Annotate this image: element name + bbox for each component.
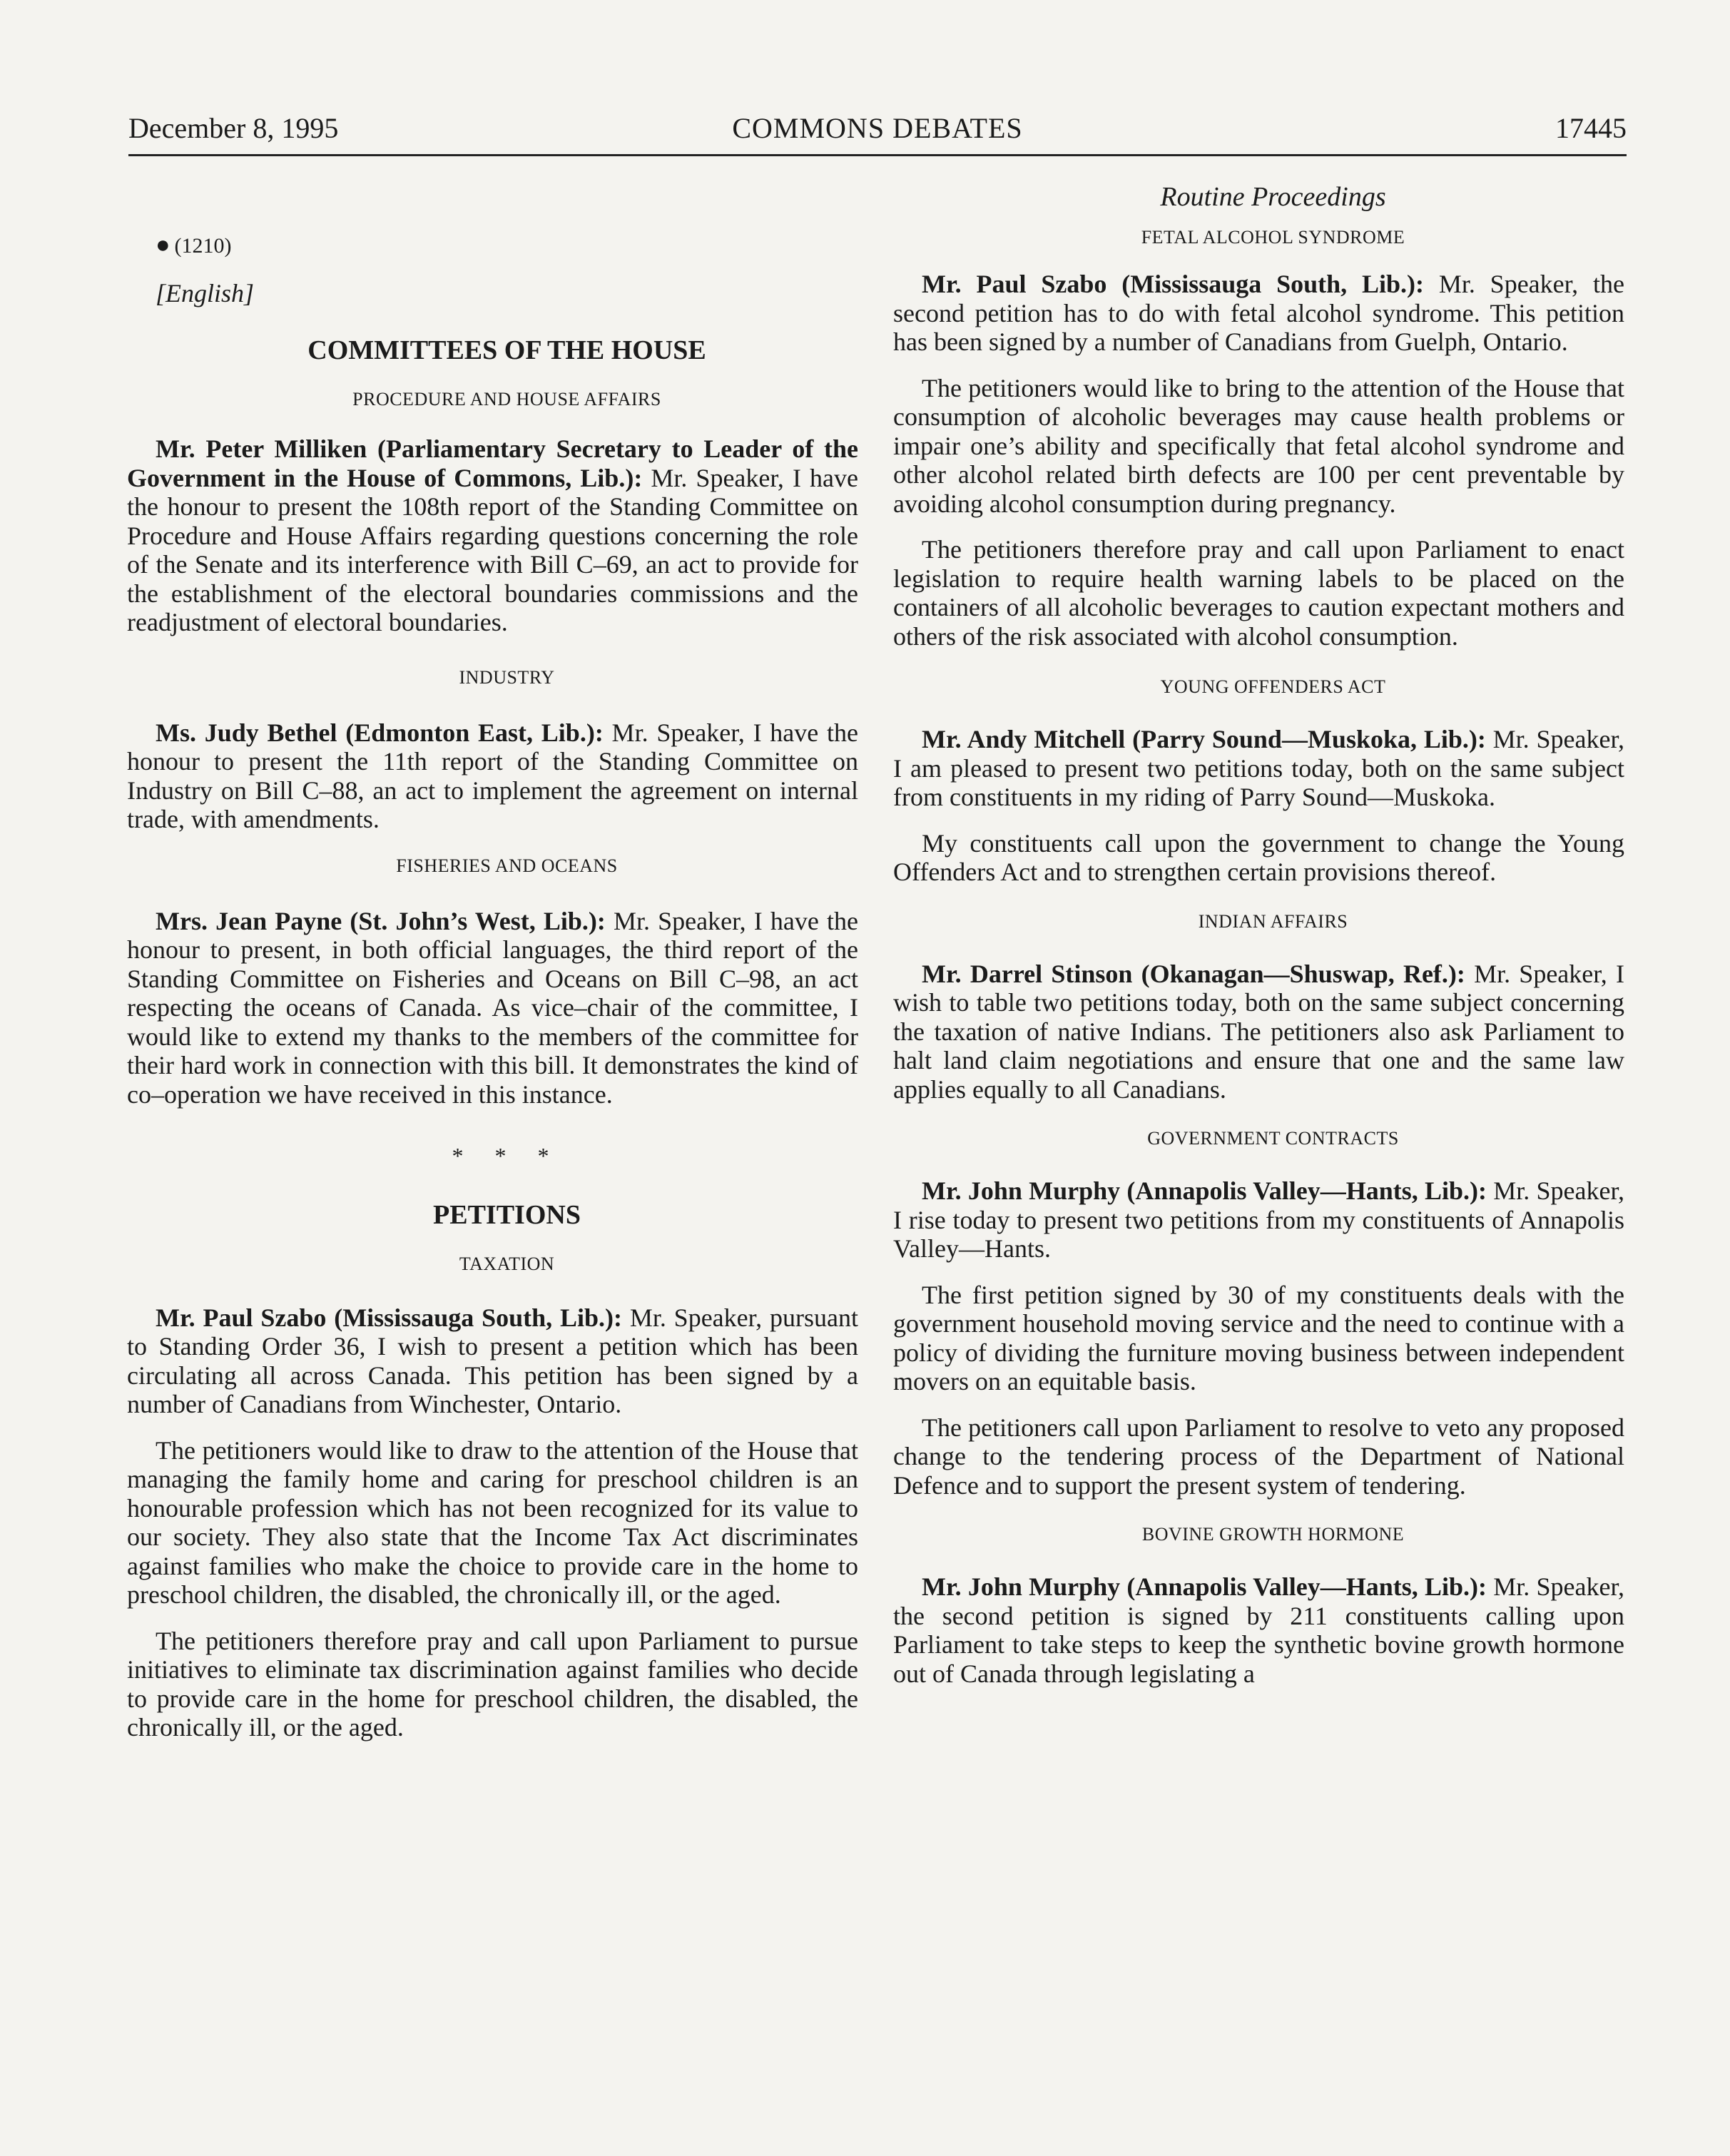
paragraph-payne [127, 907, 858, 1109]
paragraph-murphy-contracts [893, 1176, 1624, 1263]
speaker-name: Mr. Paul Szabo (Mississauga South, Lib.): [922, 270, 1424, 298]
speaker-name: Mr. John Murphy (Annapolis Valley—Hants, Lib.): [922, 1176, 1487, 1205]
subheading-bovine-growth-hormone: BOVINE GROWTH HORMONE [1141, 1524, 1405, 1545]
header-rule [128, 154, 1627, 156]
speaker-name: Mr. Darrel Stinson (Okanagan—Shuswap, Ref.): [922, 959, 1465, 988]
language-marker: [English] [156, 279, 255, 307]
paragraph-mitchell [893, 725, 1624, 812]
subheading-taxation: TAXATION [459, 1253, 555, 1274]
paragraph-szabo-fetal [893, 270, 1624, 357]
left-column [127, 178, 858, 1742]
paragraph-petitioners-labels: The petitioners therefore pray and call upon Parliament to enact legislation to require health warning labels to be placed on the containers of all alcoholic beverages to caution expectant mothers and others of the risk associated with alcohol consumption. [893, 535, 1624, 651]
subheading-government-contracts: GOVERNMENT CONTRACTS [1147, 1128, 1399, 1149]
paragraph-text: Mr. Speaker, pursuant to Standing Order 36, I wish to present a petition which has been circulating all across Canada. This petition has been signed by a number of Canadians from Winchester, Ontario. [127, 1303, 858, 1418]
paragraph-szabo-taxation [127, 1303, 858, 1419]
paragraph-text: Mr. Speaker, the second petition is signed by 211 constituents calling upon Parliament to take steps to keep the synthetic bovine growth hormone out of Canada through legislating a [893, 1572, 1624, 1688]
subheading-young-offenders: YOUNG OFFENDERS ACT [1160, 676, 1386, 697]
speaker-name: Mr. Peter Milliken (Parliamentary Secretary to Leader of the Government in the House of Commons, Lib.): [127, 434, 858, 492]
paragraph-text: Mr. Speaker, the second petition has to do with fetal alcohol syndrome. This petition has been signed by a number of Canadians from Guelph, Ontario. [893, 270, 1624, 356]
speaker-name: Mrs. Jean Payne (St. John’s West, Lib.): [156, 906, 606, 935]
speaker-name: Mr. John Murphy (Annapolis Valley—Hants, Lib.): [922, 1572, 1487, 1601]
paragraph-text: Mr. Speaker, I am pleased to present two petitions today, both on the same subject from constituents in my riding of Parry Sound—Muskoka. [893, 725, 1624, 811]
right-column [893, 178, 1624, 1688]
speaker-name: Mr. Paul Szabo (Mississauga South, Lib.): [156, 1303, 622, 1332]
running-header [128, 107, 1627, 150]
section-heading-petitions: PETITIONS [433, 1199, 581, 1230]
paragraph-petitioners-pray-tax: The petitioners therefore pray and call upon Parliament to pursue initiatives to eliminate tax discrimination against families who decide to provide care in the home for preschool children, the disabled, the chronically ill, or the aged. [127, 1626, 858, 1741]
timestamp [127, 233, 858, 259]
paragraph-text: Mr. Speaker, I have the honour to present the 11th report of the Standing Committee on Industry on Bill C–88, an act to implement the agreement on internal trade, with amendments. [127, 718, 858, 833]
subheading-procedure: PROCEDURE AND HOUSE AFFAIRS [352, 389, 661, 410]
speaker-name: Mr. Andy Mitchell (Parry Sound—Muskoka, Lib.): [922, 725, 1486, 753]
paragraph-petitioners-tendering: The petitioners call upon Parliament to resolve to veto any proposed change to the tendering process of the Department of National Defence and to support the present system of tendering. [893, 1413, 1624, 1500]
paragraph-stinson [893, 960, 1624, 1104]
paragraph-petitioners-family: The petitioners would like to draw to the attention of the House that managing the family home and caring for preschool children is an honourable profession which has not been recognized for its value to our society. They also state that the Income Tax Act discriminates against families who make the choice to provide care in the home to preschool children, the disabled, the chronically ill, or the aged. [127, 1435, 858, 1609]
paragraph-text: Mr. Speaker, I rise today to present two petitions from my constituents of Annapolis Valley—Hants. [893, 1176, 1624, 1263]
bullet-icon: ● [156, 232, 171, 258]
subheading-indian-affairs: INDIAN AFFAIRS [1198, 910, 1348, 932]
paragraph-text: Mr. Speaker, I have the honour to present the 108th report of the Standing Committee on Procedure and House Affairs regarding questions concerning the role of the Senate and its interference with Bill C–69, an act to provide for the establishment of the electoral boundaries commissions and the readjustment of electoral boundaries. [127, 463, 858, 636]
subheading-fisheries: FISHERIES AND OCEANS [396, 855, 618, 876]
section-heading-committees: COMMITTEES OF THE HOUSE [307, 335, 706, 365]
subheading-industry: INDUSTRY [459, 666, 555, 688]
section-separator: * * * [452, 1143, 562, 1169]
header-date: December 8, 1995 [128, 112, 339, 144]
header-journal-title: COMMONS DEBATES [732, 112, 1023, 144]
paragraph-text: Mr. Speaker, I have the honour to present, in both official languages, the third report of the Standing Committee on Fisheries and Oceans on Bill C–98, an act respecting the oceans of Canada. As vice–chair of the committee, I would like to extend my thanks to the members of the committee for their hard work in connection with this bill. It demonstrates the kind of co–operation we have received in this instance. [127, 906, 858, 1109]
paragraph-petitioners-alcohol: The petitioners would like to bring to the attention of the House that consumption of alcoholic beverages may cause health problems or impair one’s ability and specifically that fetal alcohol syndrome and other alcohol related birth defects are 100 per cent preventable by avoiding alcohol consumption during pregnancy. [893, 373, 1624, 518]
header-page-number: 17445 [1555, 112, 1627, 144]
timestamp-text: (1210) [174, 234, 232, 258]
paragraph-milliken [127, 434, 858, 637]
paragraph-murphy-bovine [893, 1572, 1624, 1688]
subheading-fetal-alcohol: FETAL ALCOHOL SYNDROME [1141, 227, 1405, 248]
speaker-name: Ms. Judy Bethel (Edmonton East, Lib.): [156, 718, 604, 747]
paragraph-bethel [127, 718, 858, 834]
running-title: Routine Proceedings [1160, 182, 1386, 212]
paragraph-constituents-young-offenders: My constituents call upon the government to change the Young Offenders Act and to strengthen certain provisions thereof. [893, 828, 1624, 886]
paragraph-text: Mr. Speaker, I wish to table two petitions today, both on the same subject concerning the taxation of native Indians. The petitioners also ask Parliament to halt land claim negotiations and ensure that one and the same law applies equally to all Canadians. [893, 959, 1624, 1104]
paragraph-first-petition-moving: The first petition signed by 30 of my constituents deals with the government household moving service and the need to continue with a policy of dividing the furniture moving business between independent movers on an equitable basis. [893, 1280, 1624, 1395]
